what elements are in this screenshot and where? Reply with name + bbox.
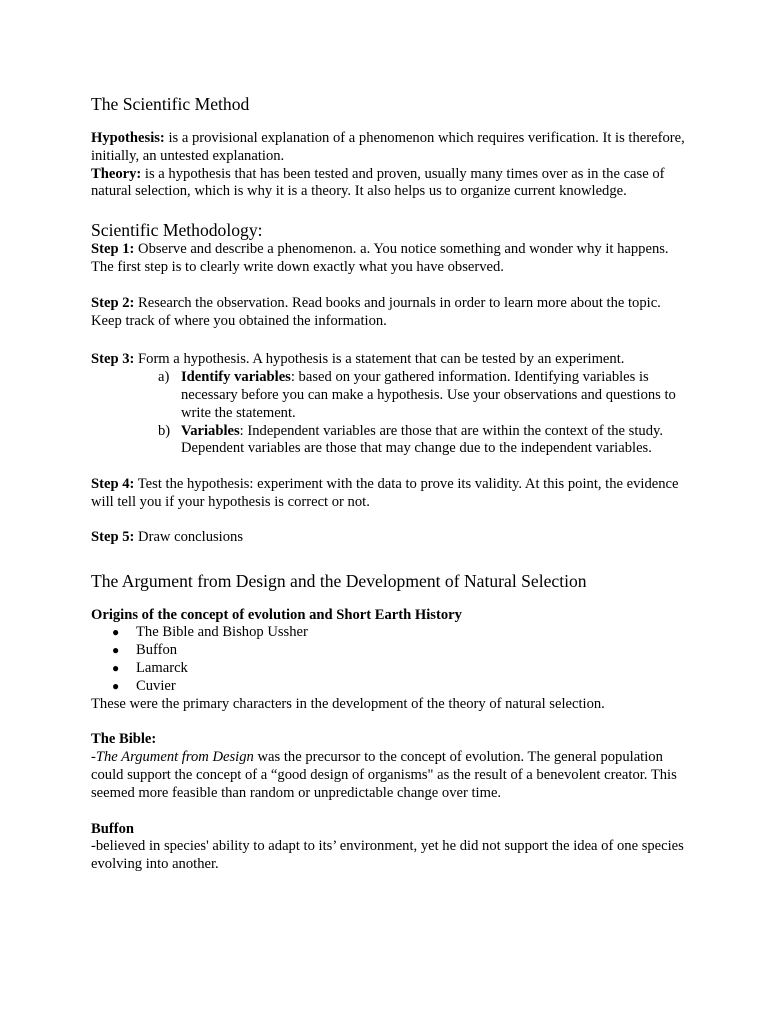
list-item-text: Buffon: [136, 642, 178, 659]
hypothesis-term: Hypothesis:: [91, 130, 165, 146]
section-heading-argument-from-design: The Argument from Design and the Development of Natural Selection: [91, 570, 587, 591]
list-item-text: Lamarck: [136, 659, 188, 676]
step-5-label: Step 5:: [91, 528, 135, 545]
step-3-item-text: : based on your gathered information. Identifying variables is necessary before you can make a hypothesis. Use your observations and questions to write the statement.: [181, 369, 676, 421]
theory-term: Theory:: [91, 165, 142, 182]
step-3-item-text: : Independent variables are those that are within the context of the study. Dependent variables are those that may change due to the independent variables.: [181, 422, 664, 457]
hypothesis-text: is a provisional explanation of a phenomenon which requires verification. It is therefore, initially, an untested explanation.: [91, 130, 685, 164]
step-3-sublist: [91, 369, 686, 458]
step-3-label: Step 3:: [91, 351, 135, 368]
list-item-text: The Bible and Bishop Ussher: [136, 624, 308, 641]
step-4-label: Step 4:: [91, 476, 135, 493]
bullet-icon: ●: [112, 625, 120, 640]
step-4: [91, 476, 686, 512]
document-page: [91, 93, 686, 874]
bullet-icon: ●: [112, 643, 120, 658]
bible-paragraph: [91, 749, 686, 802]
buffon-paragraph: -believed in species' ability to adapt to its’ environment, yet he did not support the idea of one species evolving into another.: [91, 838, 684, 873]
step-4-text: Test the hypothesis: experiment with the data to prove its validity. At this point, the evidence will tell you if your hypothesis is correct or not.: [91, 476, 679, 510]
page-title: The Scientific Method: [91, 94, 250, 114]
summary-paragraph: These were the primary characters in the development of the theory of natural selection.: [91, 695, 605, 712]
step-5-text: Draw conclusions: [134, 528, 244, 545]
hypothesis-definition: [91, 130, 686, 166]
step-2-text: Research the observation. Read books and journals in order to learn more about the topic. Keep track of where you obtained the information.: [91, 294, 661, 329]
list-item-text: Cuvier: [136, 677, 176, 694]
step-1-label: Step 1:: [91, 241, 135, 258]
step-3-text: Form a hypothesis. A hypothesis is a statement that can be tested by an experiment.: [134, 351, 625, 368]
methodology-heading: Scientific Methodology:: [91, 220, 263, 241]
list-item: [112, 677, 686, 696]
origins-heading: [91, 607, 686, 625]
step-3-item-term: Identify variables: [181, 369, 291, 386]
step-5: [91, 529, 686, 547]
bullet-icon: ●: [112, 678, 120, 693]
step-1: [91, 241, 686, 277]
origins-bullet-list: [91, 624, 686, 695]
step-2-label: Step 2:: [91, 294, 135, 311]
step-2: [91, 295, 686, 331]
step-3-item-a: [158, 369, 686, 422]
step-3-item-term: Variables: [181, 422, 240, 439]
step-1-text: Observe and describe a phenomenon. a. You notice something and wonder why it happens. The first step is to clearly write down exactly what you have observed.: [91, 241, 669, 275]
list-item: [112, 642, 686, 660]
step-3: [91, 351, 686, 369]
buffon-heading-text: Buffon: [91, 820, 134, 837]
origins-heading-text: Origins of the concept of evolution and Short Earth History: [91, 606, 462, 623]
argument-from-design-term: The Argument from Design: [95, 749, 254, 766]
list-item: [112, 624, 686, 642]
bible-prefix: -: [91, 749, 96, 766]
step-3-item-marker: b): [158, 422, 171, 439]
bible-text: was the precursor to the concept of evolution. The general population could support the concept of a “good design of organisms" as the result of a benevolent creator. This seemed more feasible than random or unpredictable change over time.: [91, 749, 677, 801]
bullet-icon: ●: [112, 660, 120, 675]
step-3-item-b: [158, 422, 686, 459]
bible-heading-text: The Bible:: [91, 731, 157, 748]
step-3-item-marker: a): [158, 369, 170, 386]
theory-definition: [91, 166, 686, 202]
theory-text: is a hypothesis that has been tested and proven, usually many times over as in the case of natural selection, which is why it is a theory. It also helps us to organize current knowledge.: [91, 165, 665, 200]
list-item: [112, 659, 686, 678]
buffon-heading: [91, 821, 686, 839]
bible-heading: [91, 731, 686, 749]
